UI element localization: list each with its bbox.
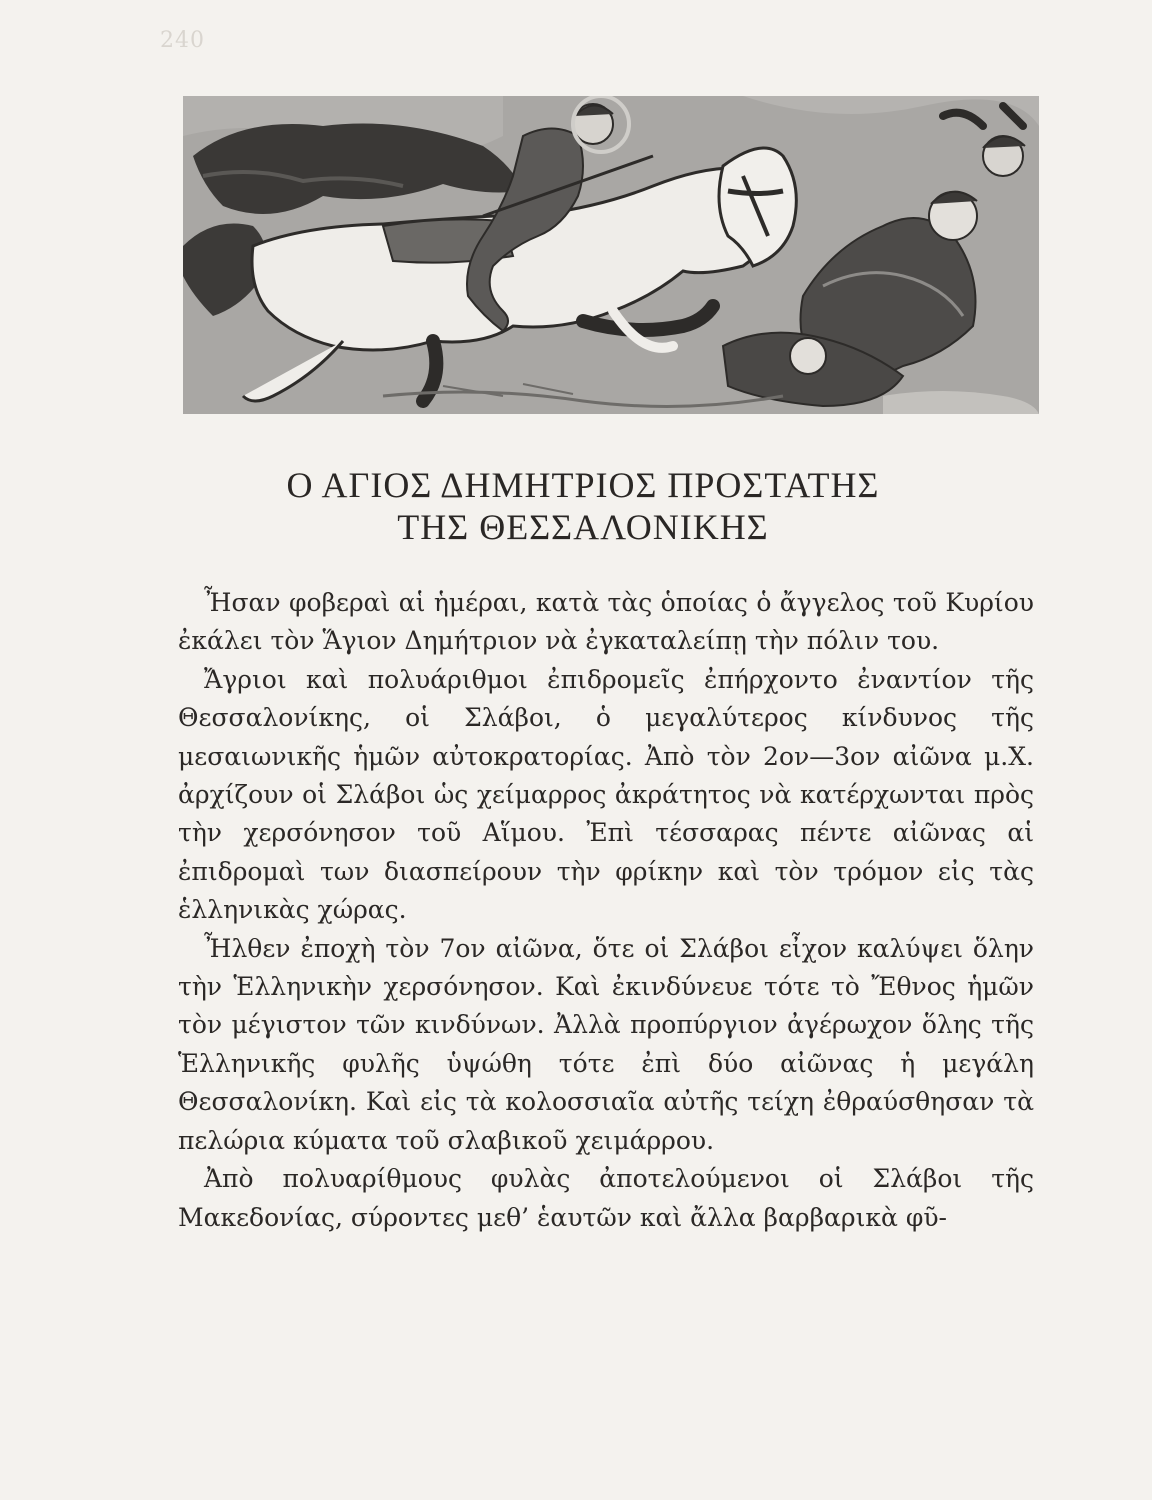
paragraph: Ἦσαν φοβεραὶ αἱ ἡμέραι, κατὰ τὰς ὁποίας ὁ ἄγγελος τοῦ Κυρίου ἐκάλει τὸν Ἅγιον Δημήτριον νὰ ἐγκαταλείπῃ τὴν πόλιν του. [178,588,1034,656]
saint-demetrios-horseman-image [183,96,1039,414]
paragraph: Ἦλθεν ἐποχὴ τὸν 7ον αἰῶνα, ὅτε οἱ Σλάβοι εἶχον καλύψει ὅλην τὴν Ἑλληνικὴν χερσόνησον. Καὶ ἐκινδύνευε τότε τὸ Ἔθνος ἡμῶν τὸν μέγιστον τῶν κινδύνων. Ἀλλὰ προπύργιον ἀγέρωχον ὅλης τῆς Ἑλληνικῆς φυλῆς ὑψώθη τότε ἐπὶ δύο αἰῶνας ἡ μεγάλη Θεσσαλονίκη. Καὶ εἰς τὰ κολοσσιαῖα αὐτῆς τείχη ἐθραύσθησαν τὰ πελώρια κύματα τοῦ σλαβικοῦ χειμάρρου. [178,933,1034,1155]
chapter-title-line-1: Ο ΑΓΙΟΣ ΔΗΜΗΤΡΙΟΣ ΠΡΟΣΤΑΤΗΣ [286,465,880,505]
horseman-illustration [183,96,1039,414]
paragraph: Ἀπὸ πολυαρίθμους φυλὰς ἀποτελούμενοι οἱ Σλάβοι τῆς Μακεδονίας, σύροντες μεθ’ ἑαυτῶν καὶ ἄλλα βαρβαρικὰ φῦ- [178,1164,1034,1232]
page-number: 240 [160,28,205,53]
paragraph: Ἄγριοι καὶ πολυάριθμοι ἐπιδρομεῖς ἐπήρχοντο ἐναντίον τῆς Θεσσαλονίκης, οἱ Σλάβοι, ὁ μεγαλύτερος κίνδυνος τῆς μεσαιωνικῆς ἡμῶν αὐτοκρατορίας. Ἀπὸ τὸν 2ον—3ον αἰῶνα μ.Χ. ἀρχίζουν οἱ Σλάβοι ὡς χείμαρρος ἀκράτητος νὰ κατέρχωνται πρὸς τὴν χερσόνησον τοῦ Αἵμου. Ἐπὶ τέσσαρας πέντε αἰῶνας αἱ ἐπιδρομαὶ των διασπείρουν τὴν φρίκην καὶ τὸν τρόμον εἰς τὰς ἑλληνικὰς χώρας. [178,664,1034,925]
chapter-title-line-2: ΤΗΣ ΘΕΣΣΑΛΟΝΙΚΗΣ [397,507,769,547]
chapter-title [150,464,1016,548]
body-text [178,584,1034,1237]
